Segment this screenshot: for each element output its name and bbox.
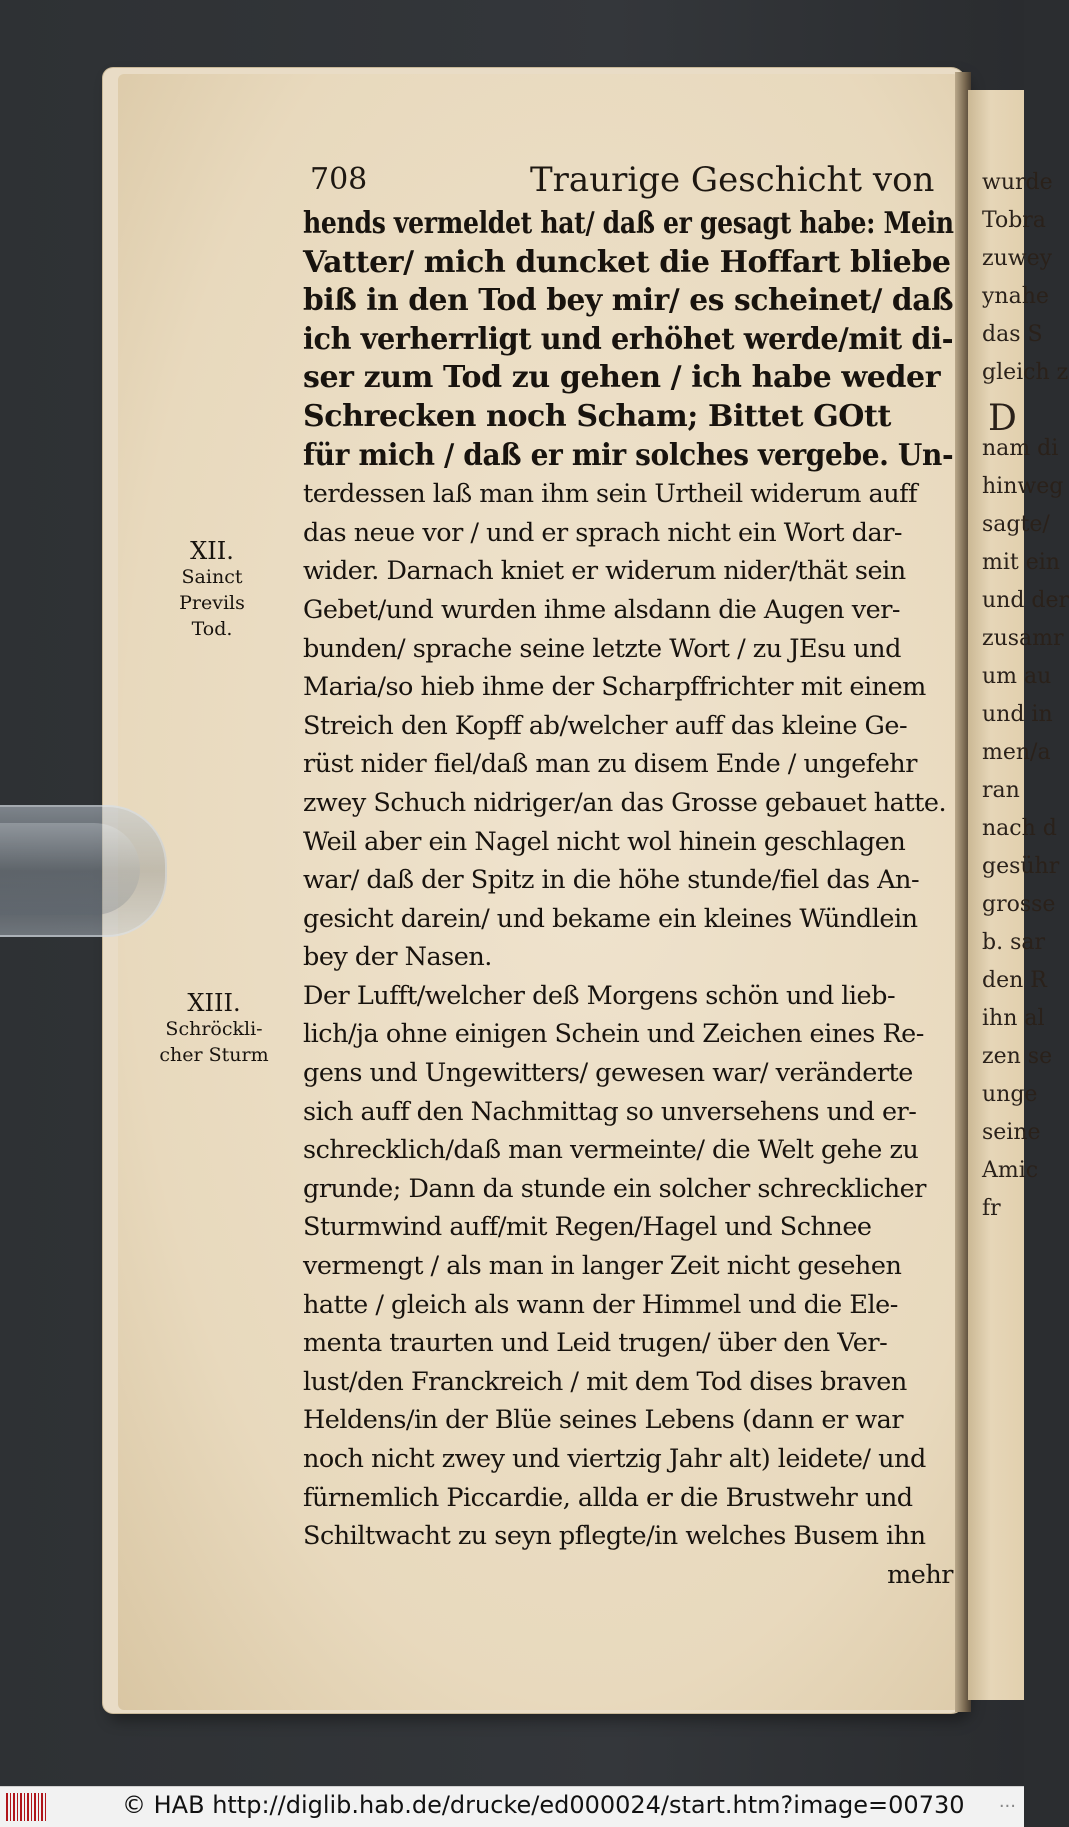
text-line: biß in den Tod bey mir/ es scheinet/ daß [303, 283, 954, 319]
page-clip [0, 805, 167, 937]
margin-note-xiii [150, 990, 278, 1068]
text-line: gens und Ungewitters/ gewesen war/ veränderte [303, 1058, 913, 1089]
text-line: Schiltwacht zu seyn pflegte/in welches Busem ihn [303, 1521, 926, 1552]
facing-page-fragment: ihn al [982, 1006, 1045, 1031]
text-line: Vatter/ mich duncket die Hoffart bliebe [303, 244, 951, 280]
facing-page-fragment: D [988, 398, 1017, 439]
margin-note-xii [160, 538, 264, 642]
text-line: Gebet/und wurden ihme alsdann die Augen ver- [303, 594, 901, 625]
text-line: Sturmwind auff/mit Regen/Hagel und Schnee [303, 1212, 872, 1243]
text-line: gesicht darein/ und bekame ein kleines Wündlein [303, 903, 918, 934]
margin-note-line: Schröckli- [165, 1018, 263, 1040]
facing-page [968, 90, 1069, 1700]
facing-page-fragment: wurde [982, 170, 1053, 195]
margin-note-number: XIII. [187, 989, 241, 1017]
facing-page-fragment: nam di [982, 436, 1059, 461]
text-line: schrecklich/daß man vermeinte/ die Welt gehe zu [303, 1135, 919, 1166]
facing-page-fragment: ynahe [982, 284, 1049, 309]
facing-page-fragment: und der [982, 588, 1069, 613]
margin-note-line: Previls [179, 592, 245, 614]
text-line: für mich / daß er mir solches vergebe. Un- [303, 437, 954, 473]
text-line: zwey Schuch nidriger/an das Grosse gebauet hatte. [303, 787, 947, 818]
footer-link[interactable] [122, 1791, 965, 1819]
facing-page-fragment: mit ein [982, 550, 1060, 575]
facing-page-fragment: gleich z [982, 360, 1069, 385]
copyright-text: © HAB http://diglib.hab.de/drucke/ed000024/start.htm?image=00730 [122, 1791, 965, 1819]
text-line: ser zum Tod zu gehen / ich habe weder [303, 360, 941, 396]
facing-page-fragment: Amic [982, 1158, 1039, 1183]
facing-page-fragment: um au [982, 664, 1052, 689]
text-line: Der Lufft/welcher deß Morgens schön und lieb- [303, 980, 896, 1011]
text-line: menta traurten und Leid trugen/ über den Ver- [303, 1328, 888, 1359]
text-line: das neue vor / und er sprach nicht ein Wort dar- [303, 517, 902, 548]
text-line: Heldens/in der Blüe seines Lebens (dann er war [303, 1405, 904, 1436]
facing-page-fragment: zen se [982, 1044, 1053, 1069]
facing-page-fragment: nach d [982, 816, 1057, 841]
text-line: fürnemlich Piccardie, allda er die Brustwehr und [303, 1482, 913, 1513]
text-line: grunde; Dann da stunde ein solcher schrecklicher [303, 1173, 926, 1204]
running-head [310, 162, 950, 202]
footer-bar [0, 1786, 1024, 1827]
facing-page-fragment: grosse [982, 892, 1056, 917]
text-line: Maria/so hieb ihme der Scharpffrichter mit einem [303, 672, 926, 703]
facing-page-fragment: seine [982, 1120, 1041, 1145]
text-line: vermengt / als man in langer Zeit nicht gesehen [303, 1251, 902, 1282]
facing-page-fragment: zusamr [982, 626, 1064, 651]
margin-note-number: XII. [190, 537, 234, 565]
text-line: bey der Nasen. [303, 942, 492, 973]
facing-page-fragment: fr [982, 1196, 1001, 1221]
text-line: hends vermeldet hat/ daß er gesagt habe: Mein [303, 206, 954, 241]
body-text [303, 205, 953, 1594]
facing-page-fragment: den R [982, 968, 1047, 993]
facing-page-fragment: und in [982, 702, 1053, 727]
more-icon[interactable]: ... [998, 1791, 1016, 1812]
text-line: Schrecken noch Scham; Bittet GOtt [303, 398, 891, 434]
facing-page-fragment: gesühr [982, 854, 1060, 879]
margin-note-line: cher Sturm [159, 1044, 269, 1066]
facing-page-fragment: ran [982, 778, 1020, 803]
text-line: terdessen laß man ihm sein Urtheil widerum auff [303, 479, 918, 510]
facing-page-fragment: men/a [982, 740, 1051, 765]
facing-page-fragment: hinweg [982, 474, 1064, 499]
text-line: wider. Darnach kniet er widerum nider/thät sein [303, 556, 906, 587]
text-line: ich verherrligt und erhöhet werde/mit di- [303, 321, 954, 357]
facing-page-fragment: Tobra [982, 208, 1046, 233]
text-line: war/ daß der Spitz in die höhe stunde/fiel das An- [303, 865, 920, 896]
facing-page-fragment: das S [982, 322, 1043, 347]
text-line: noch nicht zwey und viertzig Jahr alt) leidete/ und [303, 1444, 926, 1474]
text-line: mehr [887, 1559, 953, 1590]
margin-note-line: Tod. [191, 618, 233, 640]
facing-page-fragment: sagte/ [982, 512, 1050, 537]
text-line: lich/ja ohne einigen Schein und Zeichen eines Re- [303, 1019, 924, 1050]
facing-page-fragment: b. sar [982, 930, 1045, 955]
facing-page-fragment: unge [982, 1082, 1038, 1107]
text-line: hatte / gleich als wann der Himmel und die Ele- [303, 1289, 898, 1320]
page-number: 708 [310, 162, 368, 197]
text-line: sich auff den Nachmittag so unversehens und er- [303, 1096, 917, 1127]
text-line: bunden/ sprache seine letzte Wort / zu JEsu und [303, 633, 901, 664]
text-line: rüst nider fiel/daß man zu disem Ende / ungefehr [303, 749, 917, 780]
text-line: lust/den Franckreich / mit dem Tod dises braven [303, 1366, 907, 1397]
text-line: Weil aber ein Nagel nicht wol hinein geschlagen [303, 826, 906, 857]
hab-logo-icon [6, 1793, 46, 1821]
margin-note-line: Sainct [181, 566, 243, 588]
facing-page-fragment: zuwey [982, 246, 1053, 271]
text-line: Streich den Kopff ab/welcher auff das kleine Ge- [303, 710, 908, 741]
running-title: Traurige Geschicht von [530, 160, 935, 200]
